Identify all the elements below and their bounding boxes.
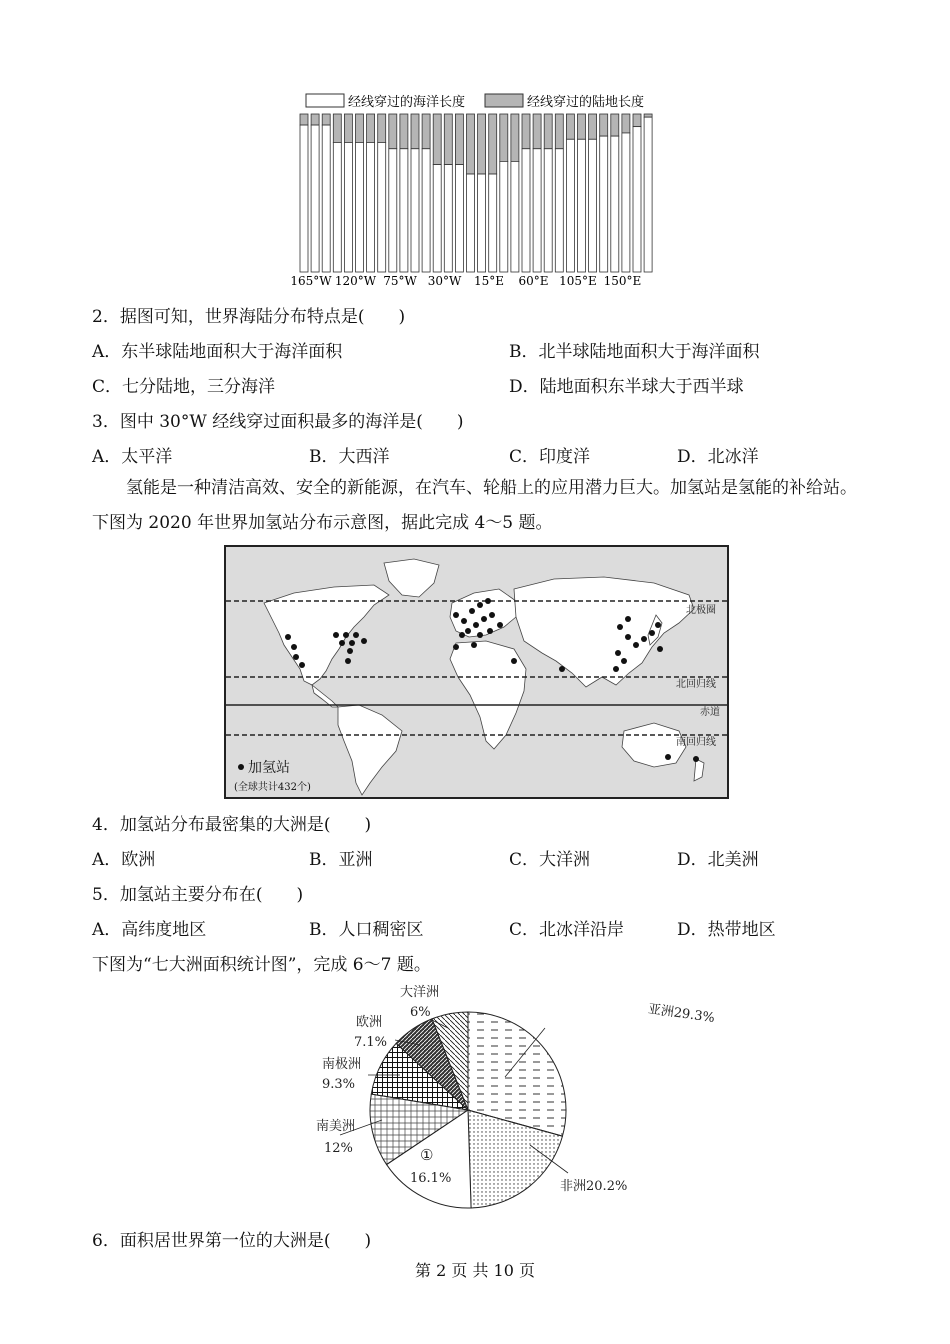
station-dot [353,632,359,638]
bar-land-segment [378,114,386,142]
station-dot [473,622,479,628]
station-dot [485,598,491,604]
q4-option-d[interactable]: D．北美洲 [677,850,759,870]
label-africa: 非洲20.2% [560,1179,628,1194]
x-tick-label: 120°W [334,274,377,288]
station-dot [489,612,495,618]
intro-6-7: 下图为“七大洲面积统计图”，完成 6～7 题。 [92,955,431,975]
bar-land-segment [333,114,341,142]
tropic-capricorn-label: 南回归线 [676,737,716,748]
station-dot [285,634,291,640]
x-tick-label: 60°E [518,274,549,288]
q3-option-a[interactable]: A．太平洋 [92,447,173,467]
legend-label: 加氢站 [248,760,290,776]
meridian-bar-chart [0,0,950,300]
label-south-america-value: 12% [324,1141,353,1156]
bar-ocean-segment [322,125,330,272]
station-dot [657,646,663,652]
bar-ocean-segment [578,139,586,272]
q2-option-a[interactable]: A．东半球陆地面积大于海洋面积 [92,342,343,362]
q2-option-c[interactable]: C．七分陆地，三分海洋 [92,377,276,397]
station-dot [461,618,467,624]
q5-option-c[interactable]: C．北冰洋沿岸 [509,920,625,940]
bar-land-segment [511,114,519,161]
bar-ocean-segment [633,127,641,272]
equator-label: 赤道 [700,707,720,718]
station-dot [453,644,459,650]
x-tick-label: 165°W [290,274,332,288]
bar-ocean-segment [600,136,608,272]
bar-land-segment [555,114,563,149]
bar-ocean-segment [489,174,497,272]
q2-option-d[interactable]: D．陆地面积东半球大于西半球 [509,377,744,397]
q3-option-b[interactable]: B．大西洋 [309,447,390,467]
bar-land-segment [322,114,330,125]
bar-land-segment [400,114,408,149]
label-asia: 亚洲29.3% [646,1001,716,1027]
bar-ocean-segment [400,149,408,272]
label-oceania-value: 6% [410,1005,431,1020]
bar-land-segment [444,114,452,165]
label-europe: 欧洲 [356,1015,383,1030]
bar-land-segment [422,114,430,149]
q4-stem: 4．加氢站分布最密集的大洲是( ) [92,815,372,835]
station-dot [361,638,367,644]
bar-ocean-segment [478,174,486,272]
station-dot [299,662,305,668]
q5-stem: 5．加氢站主要分布在( ) [92,885,304,905]
pie-slices [370,1012,566,1208]
q4-option-b[interactable]: B．亚洲 [309,850,373,870]
bar-land-segment [611,114,619,136]
bar-land-segment [489,114,497,174]
label-slice-1: ① [420,1146,434,1164]
bar-land-segment [533,114,541,149]
station-dot [347,648,353,654]
page-footer: 第 2 页 共 10 页 [415,1261,535,1280]
x-tick-label: 105°E [559,274,597,288]
bar-ocean-segment [611,136,619,272]
station-dot [349,640,355,646]
station-dot [621,658,627,664]
bar-ocean-segment [644,117,652,272]
bar-ocean-segment [533,149,541,272]
station-dot [333,632,339,638]
q4-option-c[interactable]: C．大洋洲 [509,850,591,870]
bar-ocean-segment [566,139,574,272]
bar-land-segment [644,114,652,117]
bar-land-segment [478,114,486,174]
station-dot [469,608,475,614]
station-dot [293,654,299,660]
x-tick-labels [290,274,641,288]
station-dot [693,756,699,762]
q5-option-b[interactable]: B．人口稠密区 [309,920,424,940]
q3-stem: 3．图中 30°W 经线穿过面积最多的海洋是( ) [92,412,464,432]
station-dot [345,658,351,664]
q2-stem: 2．据图可知，世界海陆分布特点是( ) [92,307,406,327]
bar-land-segment [578,114,586,139]
station-dot [649,630,655,636]
bar-ocean-segment [511,161,519,272]
x-tick-label: 30°W [427,274,462,288]
station-dot [465,628,471,634]
station-dot [625,616,631,622]
bar-ocean-segment [500,161,508,272]
bar-ocean-segment [367,142,375,272]
station-dot [641,636,647,642]
bar-ocean-segment [333,142,341,272]
bar-ocean-segment [622,133,630,272]
station-dot [343,632,349,638]
label-slice-1-value: 16.1% [410,1171,452,1186]
q6-stem: 6．面积居世界第一位的大洲是( ) [92,1231,372,1251]
station-dot [477,602,483,608]
station-dot [291,644,297,650]
bar-land-segment [433,114,441,165]
station-dot [511,658,517,664]
q4-option-a[interactable]: A．欧洲 [92,850,156,870]
bar-land-segment [311,114,319,125]
bar-land-segment [455,114,463,165]
label-europe-value: 7.1% [354,1035,388,1050]
station-dot [613,666,619,672]
station-dot [339,640,345,646]
bar-ocean-segment [422,149,430,272]
station-dot [497,622,503,628]
station-dot [453,612,459,618]
station-dot [617,624,623,630]
hydrogen-station-map [224,545,729,799]
bar-land-segment [566,114,574,139]
label-antarctica: 南极洲 [322,1057,362,1072]
station-dot [481,616,487,622]
continent-area-pie-chart [0,970,950,1220]
x-tick-label: 75°W [383,274,417,288]
bar-land-segment [544,114,552,149]
bar-ocean-segment [544,149,552,272]
bar-ocean-segment [411,149,419,272]
bar-land-segment [300,114,308,125]
bar-ocean-segment [555,149,563,272]
legend-ocean-label: 经线穿过的海洋长度 [348,95,466,110]
station-dot [665,754,671,760]
legend-note: (全球共计432个) [234,782,311,793]
station-dot [655,622,661,628]
bar-land-segment [589,114,597,139]
bar-land-segment [522,114,530,149]
bar-land-segment [622,114,630,133]
hydrogen-passage: 氢能是一种清洁高效、安全的新能源，在汽车、轮船上的应用潜力巨大。加氢站是氢能的补给站。下图为 2020 年世界加氢站分布示意图，据此完成 4～5 题。 [92,478,857,533]
station-dot [459,632,465,638]
bar-ocean-segment [389,149,397,272]
q5-option-a[interactable]: A．高纬度地区 [92,920,207,940]
label-south-america: 南美洲 [316,1119,356,1134]
legend-dot [238,764,244,770]
station-dot [625,634,631,640]
bar-ocean-segment [522,149,530,272]
bar-group [300,114,652,272]
label-antarctica-value: 9.3% [322,1077,356,1092]
bar-ocean-segment [311,125,319,272]
bar-ocean-segment [356,142,364,272]
bar-land-segment [344,114,352,142]
bar-land-segment [467,114,475,174]
station-dot [559,666,565,672]
bar-ocean-segment [589,139,597,272]
x-tick-label: 15°E [473,274,505,288]
x-tick-label: 150°E [603,274,642,288]
bar-land-segment [389,114,397,149]
bar-ocean-segment [433,165,441,272]
station-dot [471,642,477,648]
bar-ocean-segment [344,142,352,272]
label-oceania: 大洋洲 [400,985,440,1000]
bar-land-segment [600,114,608,136]
station-dot [487,628,493,634]
bar-ocean-segment [455,165,463,272]
arctic-circle-label: 北极圈 [686,605,716,616]
bar-land-segment [356,114,364,142]
legend-land-swatch [485,94,523,107]
q3-option-d[interactable]: D．北冰洋 [677,447,759,467]
chart-legend [306,94,644,110]
bar-land-segment [367,114,375,142]
station-dot [615,650,621,656]
q5-option-d[interactable]: D．热带地区 [677,920,776,940]
station-dot [633,642,639,648]
bar-ocean-segment [300,125,308,272]
bar-ocean-segment [378,142,386,272]
bar-land-segment [633,114,641,127]
q2-option-b[interactable]: B．北半球陆地面积大于海洋面积 [509,342,760,362]
bar-land-segment [500,114,508,161]
bar-ocean-segment [467,174,475,272]
q3-option-c[interactable]: C．印度洋 [509,447,591,467]
legend-land-label: 经线穿过的陆地长度 [527,95,645,110]
bar-land-segment [411,114,419,149]
legend-ocean-swatch [306,94,344,107]
bar-ocean-segment [444,165,452,272]
tropic-cancer-label: 北回归线 [676,679,716,690]
station-dot [477,632,483,638]
